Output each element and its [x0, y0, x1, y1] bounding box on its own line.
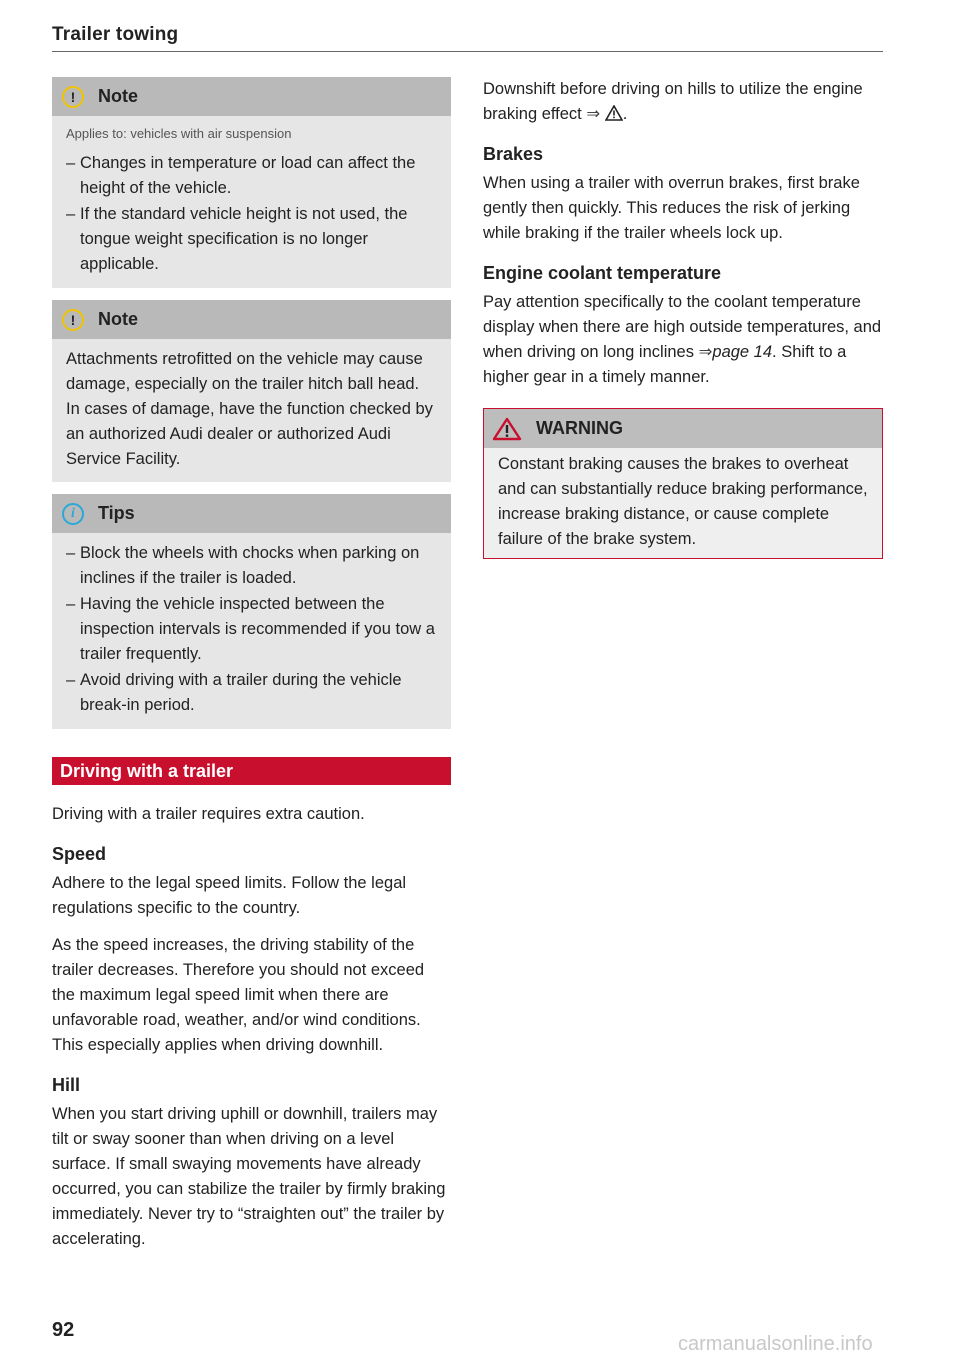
list-item: – Block the wheels with chocks when parking on inclines if the trailer is loaded. [66, 541, 437, 591]
heading-brakes: Brakes [483, 144, 544, 164]
section-title-bar: Driving with a trailer [52, 757, 451, 785]
coolant-text-b: . Shift to a higher gear in a timely manner. [483, 343, 847, 386]
warning-box-header [484, 409, 882, 448]
warning-triangle-icon [492, 417, 522, 441]
watermark-text: carmanualsonline.info [678, 1333, 873, 1355]
warning-triangle-icon[interactable] [605, 105, 623, 121]
list-item: – Avoid driving with a trailer during the vehicle break-in period. [66, 668, 437, 718]
section-intro: Driving with a trailer requires extra caution. [52, 805, 365, 823]
downshift-text: Downshift before driving on hills to utilize the engine braking effect [483, 80, 863, 123]
left-column [52, 77, 451, 1252]
warning-text: Constant braking causes the brakes to overheat and can substantially reduce braking performance, increase braking distance, or cause complete failure of the brake system. [498, 455, 868, 548]
note-heading: Note [98, 86, 138, 106]
coolant-text-a: Pay attention specifically to the coolant temperature display when there are high outside temperatures, and when driving on long inclines [483, 293, 882, 361]
note-heading: Note [98, 309, 138, 329]
list-item: – If the standard vehicle height is not used, the tongue weight specification is no longer applicable. [66, 202, 437, 277]
downshift-paragraph: Downshift before driving on hills to utilize the engine braking effect ⇒ . [483, 80, 863, 123]
cross-reference-arrow-icon: ⇒ [586, 105, 601, 123]
tips-box-header [52, 494, 451, 533]
exclamation-circle-icon: ! [62, 309, 84, 331]
page-reference-link[interactable]: page 14 [712, 343, 773, 361]
note-text: Attachments retrofitted on the vehicle may cause damage, especially on the trailer hitch ball head. In cases of damage, have the function checked by an authorized Audi dealer or authorized Audi Service Facility. [66, 350, 433, 468]
speed-paragraph-2: As the speed increases, the driving stability of the trailer decreases. Therefore you should not exceed the maximum legal speed limit when there are unfavorable road, weather, and/or wind conditions. This especially applies when driving downhill. [52, 936, 425, 1054]
header-divider [52, 51, 883, 52]
list-item: – Having the vehicle inspected between the inspection intervals is recommended if you tow a trailer frequently. [66, 592, 437, 667]
heading-speed: Speed [52, 844, 107, 864]
hill-paragraph: When you start driving uphill or downhill, trailers may tilt or sway sooner than when driving on a level surface. If small swaying movements have already occurred, you can stabilize the trailer by firmly braking immediately. Never try to “straighten out” the trailer by accelerating. [52, 1105, 446, 1248]
warning-heading: WARNING [536, 418, 623, 438]
note-box-header [52, 77, 451, 116]
coolant-paragraph [483, 290, 883, 390]
info-circle-icon: i [62, 503, 84, 525]
note-box-attachments [52, 300, 451, 482]
tips-box [52, 494, 451, 729]
right-column [483, 77, 883, 559]
heading-hill: Hill [52, 1075, 81, 1095]
page-header-title: Trailer towing [52, 24, 179, 45]
list-item: – Changes in temperature or load can affect the height of the vehicle. [66, 151, 437, 201]
heading-engine-coolant: Engine coolant temperature [483, 263, 722, 283]
brakes-paragraph: When using a trailer with overrun brakes, first brake gently then quickly. This reduces the risk of jerking while braking if the trailer wheels lock up. [483, 174, 860, 242]
speed-paragraph-1: Adhere to the legal speed limits. Follow the legal regulations specific to the country. [52, 874, 407, 917]
page-number: 92 [52, 1319, 75, 1341]
exclamation-circle-icon: ! [62, 86, 84, 108]
cross-reference-arrow-icon: ⇒ [698, 343, 713, 361]
note-box-air-suspension [52, 77, 451, 288]
tips-heading: Tips [98, 503, 135, 523]
warning-box [483, 408, 883, 559]
applies-to-text: Applies to: vehicles with air suspension [66, 126, 292, 141]
note-box-header [52, 300, 451, 339]
